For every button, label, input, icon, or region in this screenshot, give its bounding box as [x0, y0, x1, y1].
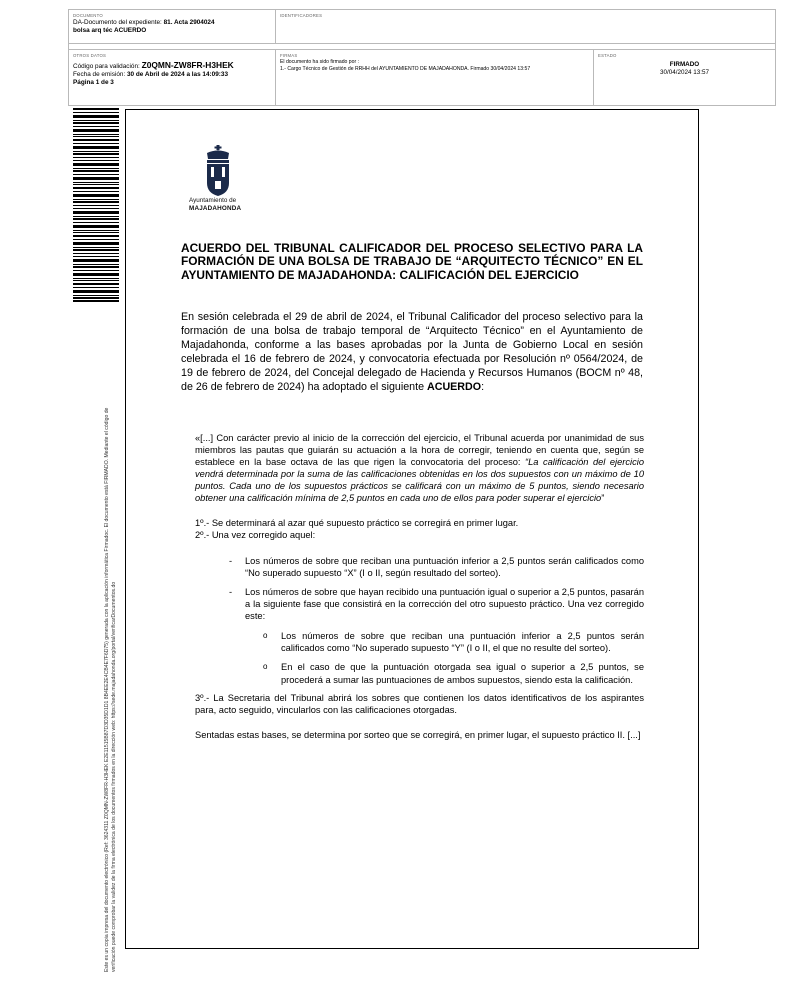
circle-item-1: o Los números de sobre que reciban una puntuación inferior a 2,5 puntos serán calificados como “No superado supuesto “Y” (I o II, el que no resulte del sorteo). — [263, 631, 644, 654]
validation-code-line: Código para validación: Z0QMN-ZW8FR-H3HEK — [73, 60, 234, 70]
dash-item-2: - Los números de sobre que hayan recibido una puntuación igual o superior a 2,5 puntos, pasarán a la siguiente fase que consistirá en la corrección del otro supuesto práctico. Una vez corregido este: — [229, 586, 644, 622]
page-indicator: Página 1 de 3 — [73, 79, 114, 86]
intro-paragraph: En sesión celebrada el 29 de abril de 2024, el Tribunal Calificador del proceso selectivo para la formación de una bolsa de trabajo temporal de “Arquitecto Técnico” en el Ayuntamiento de Majadahonda, conforme a las bases aprobadas por la Junta de Gobierno Local en sesión celebrada el 16 de febrero de 2024, y convocatoria efectuada por Resolución nº 0564/2024, de 19 de febrero de 2024, del Concejal delegado de Hacienda y Recursos Humanos (BOCM nº 48, de 26 de febrero de 2024) ha adoptado el siguiente ACUERDO: — [181, 311, 643, 394]
documento-label: DOCUMENTO — [73, 13, 103, 18]
document-title: ACUERDO DEL TRIBUNAL CALIFICADOR DEL PROCESO SELECTIVO PARA LA FORMACIÓN DE UNA BOLSA DE TRABAJO DE “ARQUITECTO TÉCNICO” EN EL AYUNTAMIENTO DE MAJADAHONDA: CALIFICACIÓN DEL EJERCICIO — [181, 241, 643, 282]
quoted-agreement — [195, 432, 644, 741]
issue-date: 30 de Abril de 2024 a las 14:09:33 — [127, 71, 229, 78]
identificadores-cell — [276, 10, 775, 44]
estado-status: FIRMADO — [669, 61, 700, 68]
acuerdo-word: ACUERDO — [427, 381, 482, 394]
circle-bullet-icon: o — [263, 662, 268, 672]
final-paragraph: Sentadas estas bases, se determina por sorteo que se corregirá, en primer lugar, el supuesto práctico II. [...] — [195, 729, 641, 740]
logo-text — [189, 197, 251, 212]
issue-date-line: Fecha de emisión: 30 de Abril de 2024 a las 14:09:33 — [73, 71, 229, 78]
firmante-line: 1.- Cargo Técnico de Gestión de RRHH del AYUNTAMIENTO DE MAJADAHONDA. Firmado 30/04/2024 13:57 — [280, 66, 531, 72]
logo-line-1: Ayuntamiento de — [189, 197, 237, 204]
estado-block — [598, 61, 771, 77]
document-header — [68, 9, 776, 106]
dash-item-1: - Los números de sobre que reciban una puntuación inferior a 2,5 puntos serán calificados como “No superado supuesto “X” (I o II, según resultado del sorteo). — [229, 555, 644, 578]
validation-code: Z0QMN-ZW8FR-H3HEK — [141, 60, 234, 70]
circle-bullet-icon: o — [263, 631, 268, 641]
logo-line-2: MAJADAHONDA — [189, 204, 242, 212]
dash-marker: - — [229, 555, 233, 566]
firmas-intro: El documento ha sido firmado por : — [280, 59, 359, 65]
step-3: 3º.- La Secretaria del Tribunal abrirá los sobres que contienen los datos identificativos de los aspirantes para, acto seguido, vincularlos con las calificaciones otorgadas. — [195, 692, 644, 715]
firmas-label: FIRMAS — [280, 53, 298, 58]
step-2: 2º.- Una vez corregido aquel: — [195, 529, 316, 540]
dash-marker: - — [229, 586, 233, 597]
expediente-number: 81. Acta 2904024 — [163, 19, 215, 26]
quoted-base-text: “La calificación del ejercicio vendrá determinada por la suma de las calificaciones obtenidas en los dos supuestos con un máximo de 10 puntos. Cada uno de los supuestos prácticos se calificará con un máximo de 5 puntos, siendo necesario obtener una calificación mínima de 2,5 puntos en cada uno de ellos para poder superar el ejercicio — [195, 457, 644, 504]
otros-datos-label: OTROS DATOS — [73, 53, 107, 58]
circle-item-2: o En el caso de que la puntuación otorgada sea igual o superior a 2,5 puntos, se procederá a sumar las puntuaciones de ambos supuestos, siendo esta la calificación. — [263, 662, 644, 685]
side-text-line-1: Este es un copia impresa del documento electrónico (Ref: 3624311 Z0QMN-ZW8FR-H3HEK E2E11515B87D3D35D1D1 8B4EE2E4CB4E7F6D75) generada con la aplicación informática Firmadoc. El documento está FIRMADO. Mediante el código de — [104, 407, 110, 972]
estado-date: 30/04/2024 13:57 — [659, 69, 710, 76]
otros-datos-cell — [69, 49, 276, 105]
quote-intro-paragraph: «[...] Con carácter previo al inicio de la corrección del ejercicio, el Tribunal acuerda por unanimidad de sus miembros las pautas que guiarán su actuación a la hora de corregir, teniendo en cuenta que, según se establece en la base octava de las que rigen la convocatoria del proceso: “La calificación del ejercicio vendrá determinada por la suma de las calificaciones obtenidas en los dos supuestos con un máximo de 10 puntos. Cada uno de los supuestos prácticos se calificará con un máximo de 5 puntos, siendo necesario obtener una calificación mínima de 2,5 puntos en cada uno de ellos para poder superar el ejercicio” — [195, 433, 644, 504]
municipal-logo — [187, 145, 251, 212]
side-text-line-2: verificación puede comprobar la validez de la firma electrónica de los documentos firmados en la dirección web: https://sede.majadahonda.org/portal/verificarDocumentos.do — [111, 581, 117, 972]
documento-cell — [69, 10, 276, 44]
estado-cell — [594, 49, 775, 105]
coat-of-arms-icon — [203, 145, 233, 197]
estado-label: ESTADO — [598, 53, 617, 58]
identificadores-label: IDENTIFICADORES — [280, 13, 323, 18]
step-1: 1º.- Se determinará al azar qué supuesto práctico se corregirá en primer lugar. — [195, 517, 519, 528]
firmas-cell — [276, 49, 594, 105]
document-name: bolsa arq téc ACUERDO — [73, 27, 147, 34]
barcode-image — [73, 108, 119, 302]
verification-side-text — [104, 292, 118, 972]
expediente-line: DA-Documento del expediente: 81. Acta 2904024 — [73, 19, 215, 26]
